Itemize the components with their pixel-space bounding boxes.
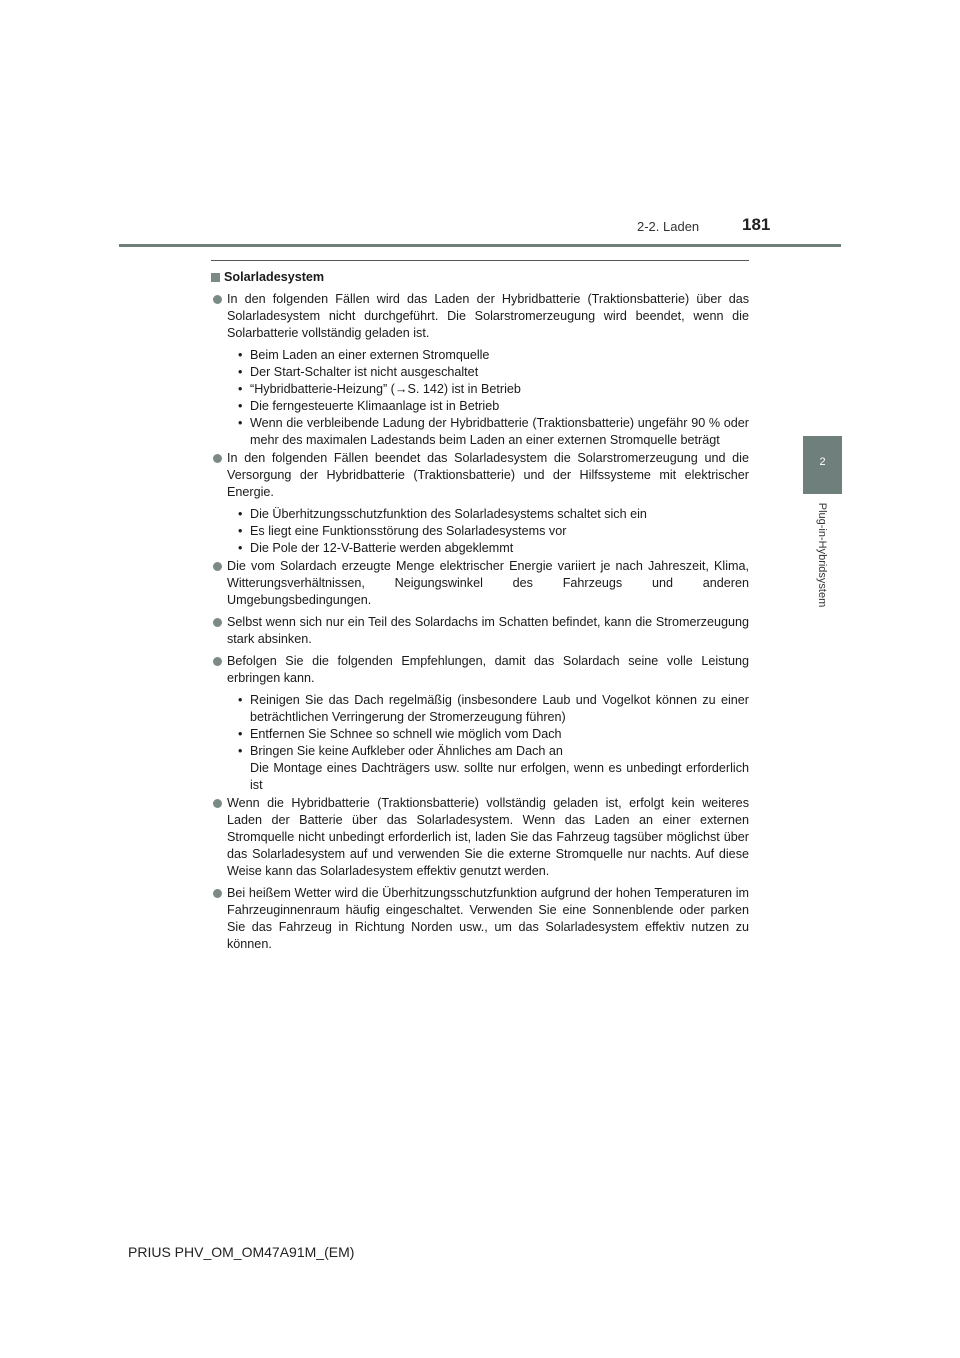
sub-list-item: • Reinigen Sie das Dach regelmäßig (insbesondere Laub und Vogelkot können zu einer beträchtlichen Verringerung der Stromerzeugung führen) (238, 692, 749, 726)
section-title (211, 269, 749, 286)
header-section-title: 2-2. Laden (637, 219, 700, 234)
bullet-text: Die vom Solardach erzeugte Menge elektrischer Energie variiert je nach Jahreszeit, Klima, Witterungsverhältnissen, Neigungswinkel des Fahrzeugs und anderen Umgebungsbedingungen. (227, 559, 749, 607)
circle-bullet-icon (213, 562, 222, 571)
chapter-tab-number: 2 (819, 456, 826, 468)
circle-bullet-icon (213, 889, 222, 898)
bullet-item (211, 614, 749, 648)
sub-list-item: • Die ferngesteuerte Klimaanlage ist in Betrieb (238, 398, 749, 415)
bullet-list (211, 291, 749, 953)
sub-list (211, 692, 749, 794)
sub-list-item: • Bringen Sie keine Aufkleber oder Ähnliches am Dach an Die Montage eines Dachträgers usw. sollte nur erfolgen, wenn es unbedingt erforderlich ist (238, 743, 749, 794)
circle-bullet-icon (213, 295, 222, 304)
bullet-item (211, 885, 749, 953)
document-footer-code: PRIUS PHV_OM_OM47A91M_(EM) (128, 1244, 355, 1260)
bullet-text: Bei heißem Wetter wird die Überhitzungsschutzfunktion aufgrund der hohen Temperaturen im Fahrzeuginnenraum häufig eingeschaltet. Verwenden Sie eine Sonnenblende oder parken Sie das Fahrzeug in Richtung Norden usw., um das Solarladesystem effektiv nutzen zu können. (227, 886, 749, 951)
sub-list-item: • Entfernen Sie Schnee so schnell wie möglich vom Dach (238, 726, 749, 743)
sub-list-item: • Die Pole der 12-V-Batterie werden abgeklemmt (238, 540, 749, 557)
square-bullet-icon (211, 273, 220, 282)
bullet-text: In den folgenden Fällen wird das Laden der Hybridbatterie (Traktionsbatterie) über das Solarladesystem nicht durchgeführt. Die Solarstromerzeugung wird beendet, wenn die Solarbatterie vollständig geladen ist. (227, 292, 749, 340)
sub-list-item: • Die Überhitzungsschutzfunktion des Solarladesystems schaltet sich ein (238, 506, 749, 523)
header-divider (119, 244, 841, 247)
chapter-tab-label: Plug-in-Hybridsystem (816, 502, 828, 608)
sub-list-item: • Der Start-Schalter ist nicht ausgeschaltet (238, 364, 749, 381)
bullet-item (211, 653, 749, 687)
circle-bullet-icon (213, 454, 222, 463)
bullet-text: Wenn die Hybridbatterie (Traktionsbatterie) vollständig geladen ist, erfolgt kein weiteres Laden der Batterie über das Solarladesystem. Wenn das Laden an einer externen Stromquelle nicht unbedingt erforderlich ist, laden Sie das Fahrzeug tagsüber möglichst über das Solarladesystem auf und verwenden Sie die externe Stromquelle nur nachts. Auf diese Weise kann das Solarladesystem effektiv genutzt werden. (227, 796, 749, 878)
bullet-item (211, 291, 749, 342)
page-number: 181 (742, 215, 771, 234)
bullet-item (211, 558, 749, 609)
circle-bullet-icon (213, 618, 222, 627)
sub-list (211, 347, 749, 449)
bullet-text: Selbst wenn sich nur ein Teil des Solardachs im Schatten befindet, kann die Stromerzeugung stark absinken. (227, 615, 749, 646)
page-content (211, 269, 749, 958)
sub-list-item: • “Hybridbatterie-Heizung” (→S. 142) ist in Betrieb (238, 381, 749, 398)
circle-bullet-icon (213, 657, 222, 666)
sub-list (211, 506, 749, 557)
circle-bullet-icon (213, 799, 222, 808)
chapter-tab (803, 436, 842, 494)
bullet-text: Befolgen Sie die folgenden Empfehlungen, damit das Solardach seine volle Leistung erbringen kann. (227, 654, 749, 685)
bullet-text: In den folgenden Fällen beendet das Solarladesystem die Solarstromerzeugung und die Versorgung der Hybridbatterie (Traktionsbatterie) und der Hilfssysteme mit elektrischer Energie. (227, 451, 749, 499)
sub-list-item: • Wenn die verbleibende Ladung der Hybridbatterie (Traktionsbatterie) ungefähr 90 % oder mehr des maximalen Ladestands beim Laden an einer externen Stromquelle beträgt (238, 415, 749, 449)
sub-list-item: • Es liegt eine Funktionsstörung des Solarladesystems vor (238, 523, 749, 540)
section-divider (211, 260, 749, 261)
sub-list-item: • Beim Laden an einer externen Stromquelle (238, 347, 749, 364)
bullet-item (211, 795, 749, 880)
bullet-item (211, 450, 749, 501)
section-title-text: Solarladesystem (224, 270, 325, 284)
